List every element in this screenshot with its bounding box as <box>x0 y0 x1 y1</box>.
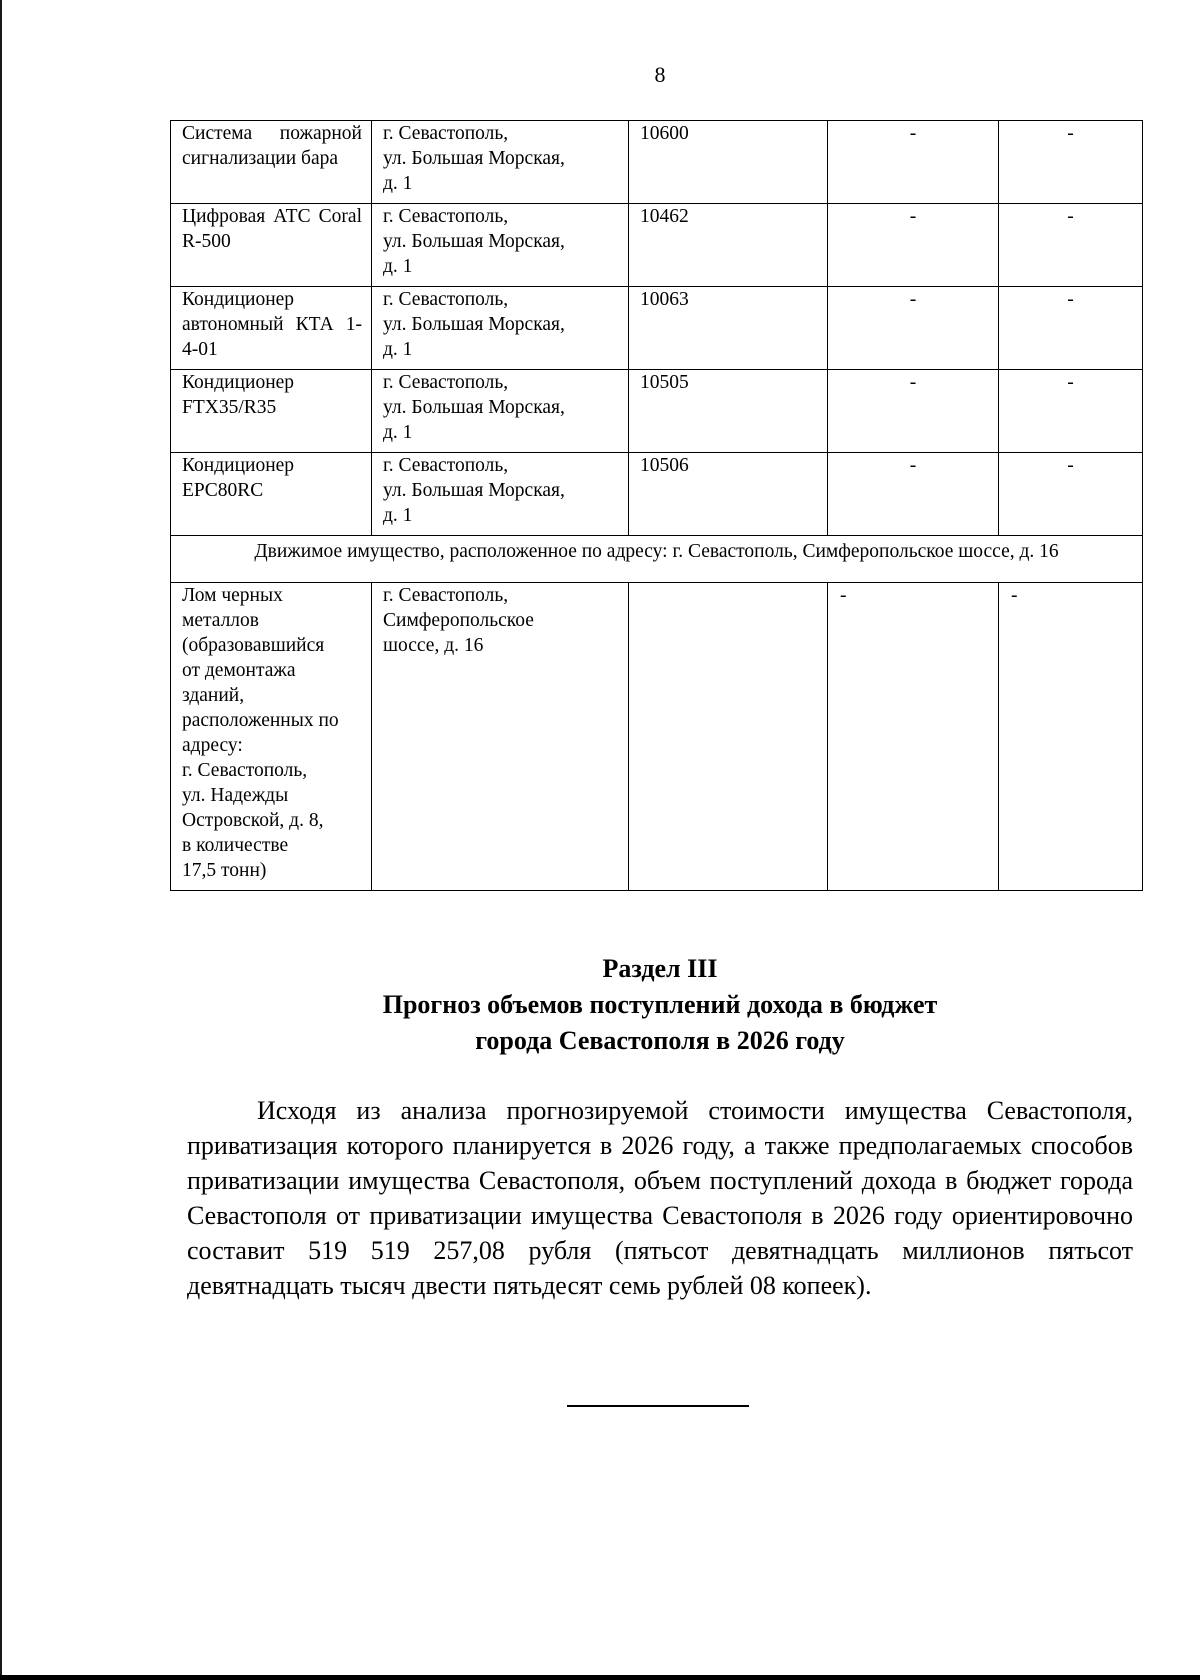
item-col4: - <box>828 287 999 370</box>
item-col5: - <box>999 453 1143 536</box>
item-name: Лом черных металлов (образовавшийся от демонтажа зданий, расположенных по адресу: г. Севастополь, ул. Надежды Островской, д. 8, в количестве 17,5 тонн) <box>171 583 372 891</box>
section-subtitle-line2: города Севастополя в 2026 году <box>475 1026 845 1055</box>
item-address: г. Севастополь, ул. Большая Морская, д. 1 <box>372 370 629 453</box>
table-row <box>171 287 1143 370</box>
item-code: 10506 <box>629 453 828 536</box>
table-row <box>171 204 1143 287</box>
body-paragraph: Исходя из анализа прогнозируемой стоимости имущества Севастополя, приватизация которого планируется в 2026 году, а также предполагаемых способов приватизации имущества Севастополя, объем поступлений дохода в бюджет города Севастополя от приватизации имущества Севастополя в 2026 году ориентировочно составит 519 519 257,08 рубля (пятьсот девятнадцать миллионов пятьсот девятнадцать тысяч двести пятьдесят семь рублей 08 копеек). <box>187 1096 1133 1300</box>
item-col4: - <box>828 204 999 287</box>
scan-edge-bottom <box>0 1675 1200 1680</box>
item-col5: - <box>999 287 1143 370</box>
table-row <box>171 583 1143 891</box>
scan-edge-left <box>0 0 2 1680</box>
item-address: г. Севастополь, ул. Большая Морская, д. 1 <box>372 204 629 287</box>
item-name: Кондиционер автономный КТА 1-4-01 <box>171 287 372 370</box>
item-col5: - <box>999 370 1143 453</box>
item-address: г. Севастополь, ул. Большая Морская, д. 1 <box>372 287 629 370</box>
section-title: Раздел III <box>602 954 718 983</box>
property-table <box>170 120 1143 891</box>
item-code: 10600 <box>629 121 828 204</box>
item-code: 10063 <box>629 287 828 370</box>
page-number: 8 <box>654 62 666 87</box>
item-col5: - <box>999 583 1143 891</box>
item-name: Система пожарной сигнализации бара <box>171 121 372 204</box>
table-row <box>171 121 1143 204</box>
section-heading <box>330 951 990 1059</box>
item-col5: - <box>999 204 1143 287</box>
item-col4: - <box>828 121 999 204</box>
item-name: Кондиционер FTX35/R35 <box>171 370 372 453</box>
table-section-row <box>171 536 1143 583</box>
item-name: Кондиционер EPC80RC <box>171 453 372 536</box>
item-address: г. Севастополь, ул. Большая Морская, д. 1 <box>372 121 629 204</box>
item-address: г. Севастополь, ул. Большая Морская, д. 1 <box>372 453 629 536</box>
table-row <box>171 453 1143 536</box>
section-subtitle-line1: Прогноз объемов поступлений дохода в бюджет <box>382 990 938 1019</box>
item-col4: - <box>828 583 999 891</box>
item-code: 10462 <box>629 204 828 287</box>
item-col4: - <box>828 370 999 453</box>
item-code <box>629 583 828 891</box>
item-code: 10505 <box>629 370 828 453</box>
end-divider <box>567 1405 749 1407</box>
item-name: Цифровая АТС Coral R-500 <box>171 204 372 287</box>
item-address: г. Севастополь, Симферопольское шоссе, д. 16 <box>372 583 629 891</box>
section-header: Движимое имущество, расположенное по адресу: г. Севастополь, Симферопольское шоссе, д. 16 <box>171 536 1143 583</box>
item-col4: - <box>828 453 999 536</box>
table-row <box>171 370 1143 453</box>
item-col5: - <box>999 121 1143 204</box>
